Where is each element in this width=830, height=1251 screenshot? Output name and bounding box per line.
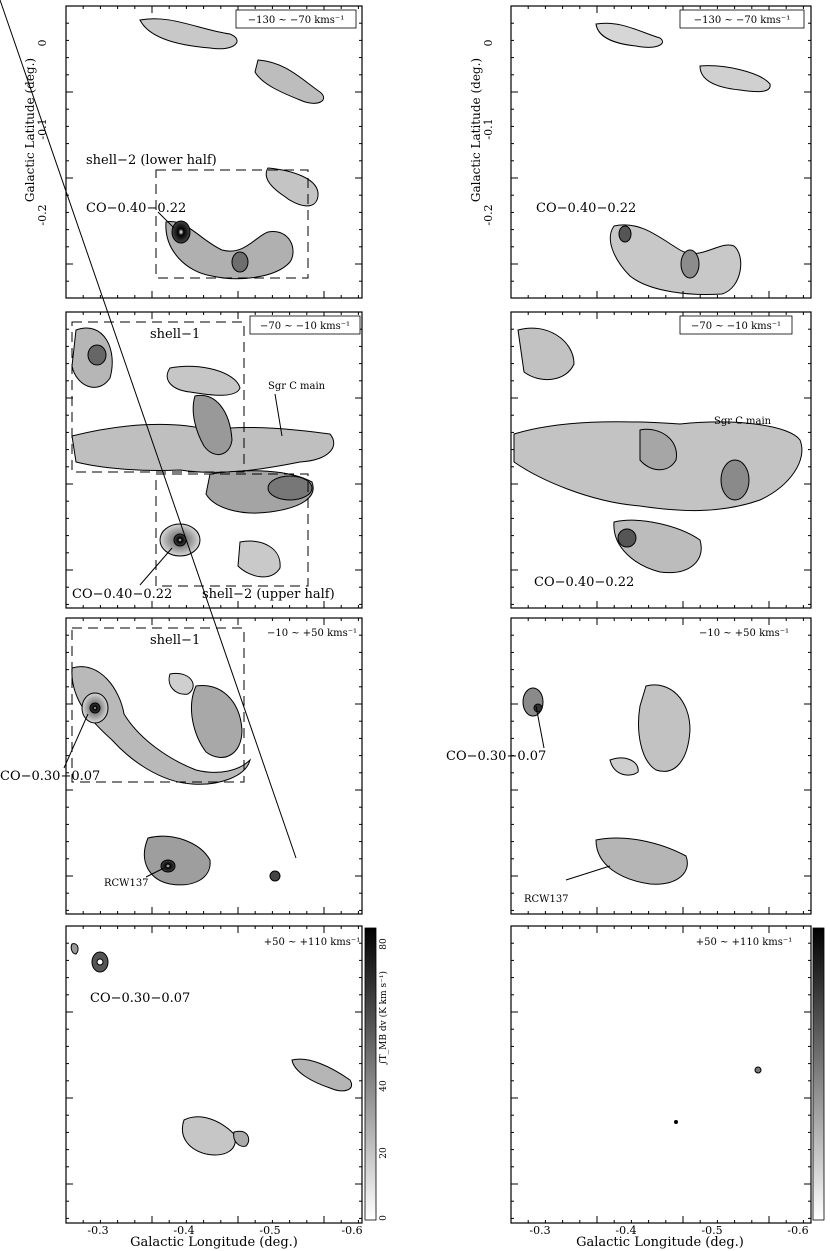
label-shell-2-upper: shell−2 (upper half) — [202, 587, 335, 602]
velocity-r4-right: +50 ~ +110 kms⁻¹ — [695, 937, 793, 948]
colorbar-left-scale — [365, 928, 376, 1220]
label-shell-2-lower: shell−2 (lower half) — [86, 153, 217, 168]
colorbar-right — [813, 928, 824, 1220]
ytick-r1r-2: -0.2 — [482, 204, 495, 226]
xtick-r-2: -0.5 — [701, 1224, 723, 1237]
label-co-030-007-r3-right: CO−0.30−0.07 — [446, 749, 547, 764]
ytick-r1r-0: 0 — [482, 39, 495, 47]
xtick-l-1: -0.4 — [173, 1224, 195, 1237]
ytick-r1l-2: -0.2 — [36, 204, 49, 226]
panel-r3-left — [66, 618, 362, 914]
label-co-040-022-r1-right: CO−0.40−0.22 — [536, 201, 637, 216]
label-co-030-007-r3-left: CO−0.30−0.07 — [0, 769, 101, 784]
label-sgr-c-main-left: Sgr C main — [268, 381, 326, 392]
cbar-tick-0: 0 — [379, 1215, 389, 1221]
label-co-030-007-r4-left: CO−0.30−0.07 — [90, 991, 191, 1006]
label-co-040-022-r1-left: CO−0.40−0.22 — [86, 201, 187, 216]
velocity-r2-left: −70 ~ −10 kms⁻¹ — [259, 321, 351, 332]
panel-frames — [66, 6, 811, 1223]
label-shell-1-r2: shell−1 — [150, 327, 201, 342]
x-axis-title-right: Galactic Longitude (deg.) — [576, 1235, 744, 1250]
xtick-r-1: -0.4 — [615, 1224, 637, 1237]
xtick-l-0: -0.3 — [87, 1224, 109, 1237]
xtick-l-2: -0.5 — [259, 1224, 281, 1237]
velocity-r2-right: −70 ~ −10 kms⁻¹ — [690, 321, 782, 332]
y-axis-title-right: Galactic Latitude (deg.) — [469, 57, 483, 203]
ytick-r1l-0: 0 — [36, 39, 49, 47]
xtick-r-3: -0.6 — [787, 1224, 809, 1237]
cbar-tick-20: 20 — [379, 1147, 389, 1159]
velocity-r3-left: −10 ~ +50 kms⁻¹ — [266, 628, 358, 639]
xtick-r-0: -0.3 — [529, 1224, 551, 1237]
velocity-r4-left: +50 ~ +110 kms⁻¹ — [263, 937, 361, 948]
label-rcw137-right: RCW137 — [524, 894, 569, 905]
ytick-r1l-1: -0.1 — [36, 118, 49, 140]
ytick-r1r-1: -0.1 — [482, 118, 495, 140]
panel-r4-right — [511, 926, 811, 1223]
cbar-tick-80: 80 — [379, 938, 389, 950]
cbar-tick-40: 40 — [379, 1080, 389, 1092]
label-sgr-c-main-right: Sgr C main — [714, 416, 772, 427]
velocity-r1-right: −130 ~ −70 kms⁻¹ — [693, 15, 791, 26]
velocity-r3-right: −10 ~ +50 kms⁻¹ — [698, 628, 790, 639]
colorbar-right-scale — [813, 928, 824, 1220]
velocity-r1-left: −130 ~ −70 kms⁻¹ — [247, 15, 345, 26]
label-co-040-022-r2-right: CO−0.40−0.22 — [534, 575, 635, 590]
colorbar-label: ∫T_MB dv (K km s⁻¹) — [379, 970, 389, 1066]
x-axis-title-left: Galactic Longitude (deg.) — [130, 1235, 298, 1250]
label-co-040-022-r2-left: CO−0.40−0.22 — [72, 587, 173, 602]
label-shell-1-r3: shell−1 — [150, 633, 201, 648]
y-axis-title-left: Galactic Latitude (deg.) — [23, 57, 37, 203]
colorbar-left — [365, 928, 389, 1221]
label-rcw137-left: RCW137 — [104, 878, 149, 889]
xtick-l-3: -0.6 — [341, 1224, 363, 1237]
